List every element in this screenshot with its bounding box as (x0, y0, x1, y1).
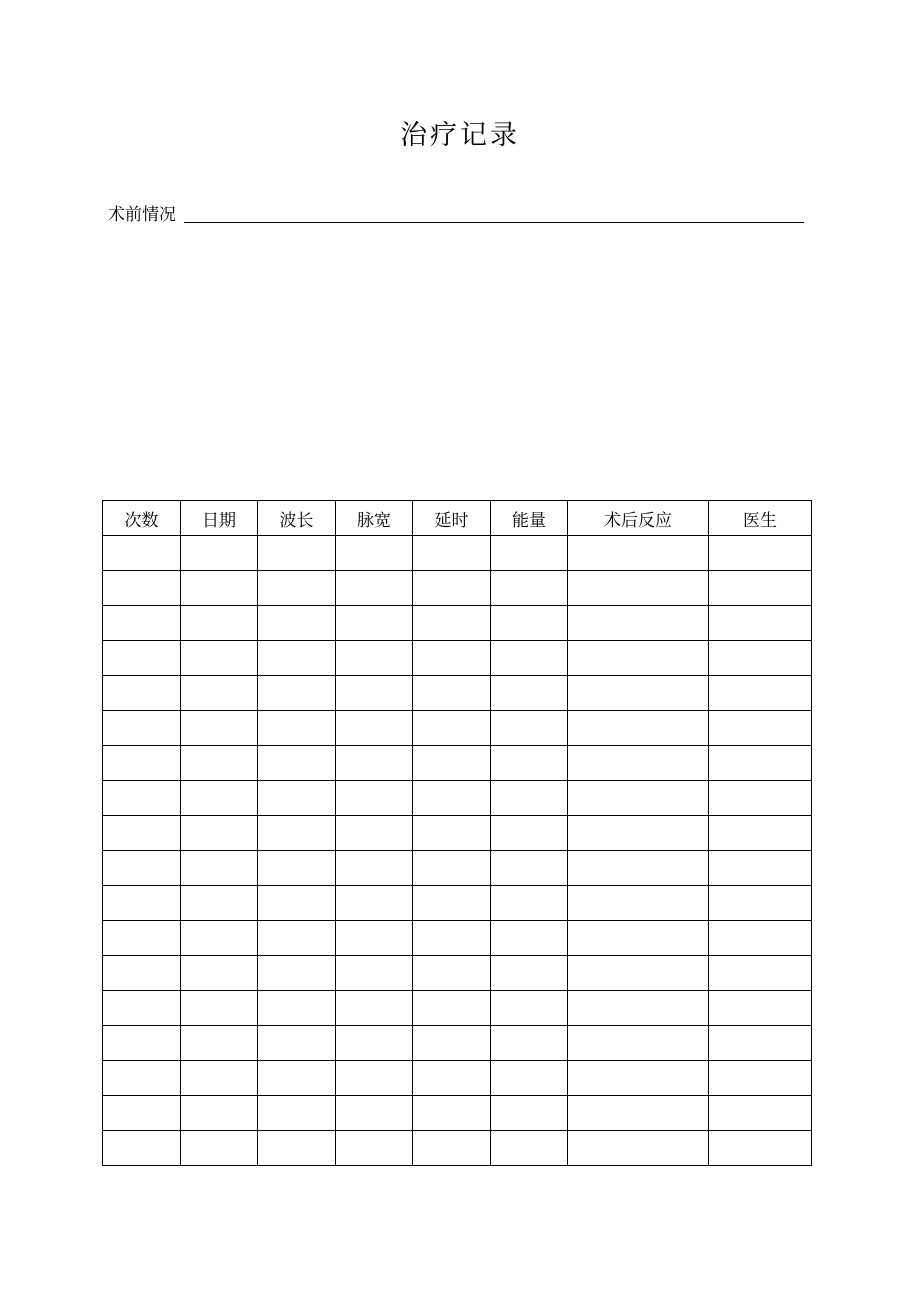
cell-wavelength[interactable] (258, 571, 336, 606)
cell-pulse-width[interactable] (336, 1061, 413, 1096)
cell-doctor[interactable] (709, 746, 812, 781)
cell-post-op-reaction[interactable] (568, 921, 709, 956)
cell-date[interactable] (181, 536, 258, 571)
cell-date[interactable] (181, 1061, 258, 1096)
cell-pulse-width[interactable] (336, 1096, 413, 1131)
cell-session-count[interactable] (103, 991, 181, 1026)
cell-delay[interactable] (413, 746, 491, 781)
header-energy: 能量 (491, 501, 568, 536)
cell-delay[interactable] (413, 851, 491, 886)
cell-energy[interactable] (491, 1061, 568, 1096)
cell-wavelength[interactable] (258, 921, 336, 956)
cell-doctor[interactable] (709, 1131, 812, 1166)
cell-post-op-reaction[interactable] (568, 851, 709, 886)
cell-doctor[interactable] (709, 641, 812, 676)
cell-pulse-width[interactable] (336, 1026, 413, 1061)
cell-doctor[interactable] (709, 816, 812, 851)
cell-date[interactable] (181, 676, 258, 711)
cell-energy[interactable] (491, 991, 568, 1026)
page-title: 治疗记录 (400, 120, 520, 151)
cell-doctor[interactable] (709, 956, 812, 991)
table-row (103, 956, 812, 991)
cell-wavelength[interactable] (258, 1096, 336, 1131)
table-body (103, 536, 812, 1166)
cell-pulse-width[interactable] (336, 921, 413, 956)
cell-wavelength[interactable] (258, 676, 336, 711)
cell-date[interactable] (181, 921, 258, 956)
cell-post-op-reaction[interactable] (568, 536, 709, 571)
cell-delay[interactable] (413, 991, 491, 1026)
cell-delay[interactable] (413, 1096, 491, 1131)
cell-session-count[interactable] (103, 536, 181, 571)
table-row (103, 816, 812, 851)
cell-wavelength[interactable] (258, 1026, 336, 1061)
cell-post-op-reaction[interactable] (568, 886, 709, 921)
cell-session-count[interactable] (103, 746, 181, 781)
cell-post-op-reaction[interactable] (568, 571, 709, 606)
cell-date[interactable] (181, 991, 258, 1026)
header-date: 日期 (181, 501, 258, 536)
pre-op-label: 术前情况 (108, 205, 176, 225)
cell-session-count[interactable] (103, 711, 181, 746)
cell-post-op-reaction[interactable] (568, 641, 709, 676)
cell-post-op-reaction[interactable] (568, 606, 709, 641)
cell-energy[interactable] (491, 746, 568, 781)
cell-session-count[interactable] (103, 1096, 181, 1131)
header-session-count: 次数 (103, 501, 181, 536)
table-row (103, 851, 812, 886)
cell-pulse-width[interactable] (336, 606, 413, 641)
cell-session-count[interactable] (103, 606, 181, 641)
cell-date[interactable] (181, 886, 258, 921)
pre-op-field[interactable] (184, 204, 804, 223)
cell-post-op-reaction[interactable] (568, 1131, 709, 1166)
cell-wavelength[interactable] (258, 781, 336, 816)
cell-doctor[interactable] (709, 536, 812, 571)
table-row (103, 991, 812, 1026)
cell-post-op-reaction[interactable] (568, 816, 709, 851)
cell-date[interactable] (181, 711, 258, 746)
cell-pulse-width[interactable] (336, 991, 413, 1026)
header-delay: 延时 (413, 501, 491, 536)
cell-pulse-width[interactable] (336, 746, 413, 781)
cell-energy[interactable] (491, 816, 568, 851)
cell-doctor[interactable] (709, 1096, 812, 1131)
cell-energy[interactable] (491, 711, 568, 746)
cell-energy[interactable] (491, 956, 568, 991)
cell-doctor[interactable] (709, 711, 812, 746)
cell-doctor[interactable] (709, 606, 812, 641)
cell-date[interactable] (181, 851, 258, 886)
cell-post-op-reaction[interactable] (568, 746, 709, 781)
cell-wavelength[interactable] (258, 816, 336, 851)
cell-energy[interactable] (491, 676, 568, 711)
table-row (103, 746, 812, 781)
table-row (103, 571, 812, 606)
cell-delay[interactable] (413, 1061, 491, 1096)
cell-post-op-reaction[interactable] (568, 991, 709, 1026)
cell-wavelength[interactable] (258, 956, 336, 991)
cell-delay[interactable] (413, 536, 491, 571)
cell-delay[interactable] (413, 1131, 491, 1166)
cell-wavelength[interactable] (258, 1131, 336, 1166)
cell-post-op-reaction[interactable] (568, 1061, 709, 1096)
cell-delay[interactable] (413, 606, 491, 641)
cell-pulse-width[interactable] (336, 956, 413, 991)
cell-wavelength[interactable] (258, 991, 336, 1026)
table-row (103, 536, 812, 571)
cell-session-count[interactable] (103, 1061, 181, 1096)
cell-post-op-reaction[interactable] (568, 956, 709, 991)
cell-date[interactable] (181, 606, 258, 641)
cell-energy[interactable] (491, 1026, 568, 1061)
table-row (103, 781, 812, 816)
cell-energy[interactable] (491, 606, 568, 641)
cell-delay[interactable] (413, 956, 491, 991)
cell-date[interactable] (181, 1096, 258, 1131)
cell-delay[interactable] (413, 921, 491, 956)
header-wavelength: 波长 (258, 501, 336, 536)
cell-pulse-width[interactable] (336, 851, 413, 886)
cell-energy[interactable] (491, 781, 568, 816)
treatment-record-table (102, 500, 812, 1166)
cell-doctor[interactable] (709, 1061, 812, 1096)
cell-wavelength[interactable] (258, 1061, 336, 1096)
cell-session-count[interactable] (103, 781, 181, 816)
cell-wavelength[interactable] (258, 606, 336, 641)
cell-session-count[interactable] (103, 956, 181, 991)
cell-post-op-reaction[interactable] (568, 676, 709, 711)
cell-delay[interactable] (413, 571, 491, 606)
cell-energy[interactable] (491, 641, 568, 676)
table-row (103, 1096, 812, 1131)
cell-date[interactable] (181, 1131, 258, 1166)
cell-energy[interactable] (491, 851, 568, 886)
table-row (103, 676, 812, 711)
table-header-row (103, 501, 812, 536)
header-doctor: 医生 (709, 501, 812, 536)
cell-wavelength[interactable] (258, 851, 336, 886)
cell-session-count[interactable] (103, 571, 181, 606)
cell-wavelength[interactable] (258, 886, 336, 921)
cell-energy[interactable] (491, 536, 568, 571)
table-row (103, 886, 812, 921)
cell-session-count[interactable] (103, 816, 181, 851)
cell-date[interactable] (181, 641, 258, 676)
table-row (103, 1061, 812, 1096)
cell-energy[interactable] (491, 886, 568, 921)
cell-pulse-width[interactable] (336, 886, 413, 921)
table-row (103, 921, 812, 956)
cell-date[interactable] (181, 781, 258, 816)
cell-date[interactable] (181, 816, 258, 851)
cell-doctor[interactable] (709, 921, 812, 956)
cell-wavelength[interactable] (258, 746, 336, 781)
cell-doctor[interactable] (709, 851, 812, 886)
cell-energy[interactable] (491, 1131, 568, 1166)
cell-pulse-width[interactable] (336, 711, 413, 746)
cell-post-op-reaction[interactable] (568, 1096, 709, 1131)
cell-pulse-width[interactable] (336, 676, 413, 711)
table-row (103, 1131, 812, 1166)
cell-delay[interactable] (413, 816, 491, 851)
cell-doctor[interactable] (709, 676, 812, 711)
cell-pulse-width[interactable] (336, 536, 413, 571)
cell-pulse-width[interactable] (336, 641, 413, 676)
cell-delay[interactable] (413, 676, 491, 711)
cell-delay[interactable] (413, 781, 491, 816)
cell-session-count[interactable] (103, 1131, 181, 1166)
cell-delay[interactable] (413, 1026, 491, 1061)
cell-session-count[interactable] (103, 921, 181, 956)
cell-doctor[interactable] (709, 1026, 812, 1061)
cell-date[interactable] (181, 746, 258, 781)
cell-date[interactable] (181, 956, 258, 991)
cell-pulse-width[interactable] (336, 816, 413, 851)
table-row (103, 711, 812, 746)
pre-op-section (108, 201, 804, 227)
table-row (103, 1026, 812, 1061)
cell-wavelength[interactable] (258, 536, 336, 571)
cell-energy[interactable] (491, 1096, 568, 1131)
cell-post-op-reaction[interactable] (568, 711, 709, 746)
cell-wavelength[interactable] (258, 711, 336, 746)
cell-post-op-reaction[interactable] (568, 781, 709, 816)
cell-session-count[interactable] (103, 1026, 181, 1061)
cell-pulse-width[interactable] (336, 571, 413, 606)
cell-session-count[interactable] (103, 851, 181, 886)
table-row (103, 606, 812, 641)
cell-doctor[interactable] (709, 571, 812, 606)
header-pulse-width: 脉宽 (336, 501, 413, 536)
header-post-op-reaction: 术后反应 (568, 501, 709, 536)
cell-delay[interactable] (413, 886, 491, 921)
cell-session-count[interactable] (103, 676, 181, 711)
cell-date[interactable] (181, 1026, 258, 1061)
cell-date[interactable] (181, 571, 258, 606)
cell-doctor[interactable] (709, 886, 812, 921)
cell-delay[interactable] (413, 711, 491, 746)
cell-energy[interactable] (491, 921, 568, 956)
cell-pulse-width[interactable] (336, 781, 413, 816)
cell-energy[interactable] (491, 571, 568, 606)
cell-doctor[interactable] (709, 991, 812, 1026)
cell-delay[interactable] (413, 641, 491, 676)
cell-session-count[interactable] (103, 886, 181, 921)
cell-session-count[interactable] (103, 641, 181, 676)
cell-pulse-width[interactable] (336, 1131, 413, 1166)
cell-post-op-reaction[interactable] (568, 1026, 709, 1061)
cell-wavelength[interactable] (258, 641, 336, 676)
cell-doctor[interactable] (709, 781, 812, 816)
table-row (103, 641, 812, 676)
